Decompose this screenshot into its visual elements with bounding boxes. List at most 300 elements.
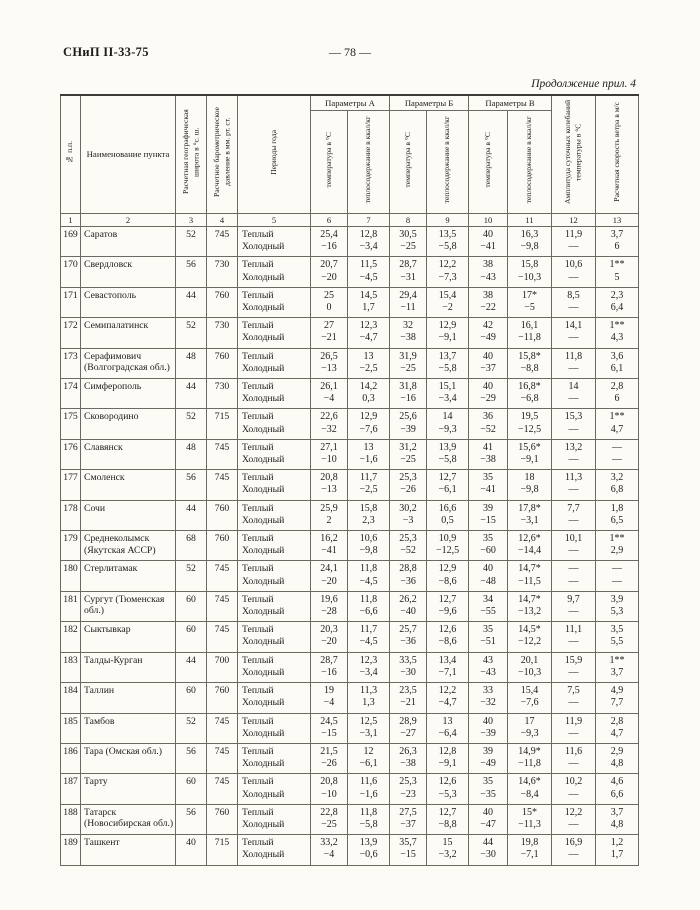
city-name: Симферополь: [81, 379, 176, 409]
period-warm-label: Теплый: [242, 320, 274, 332]
city-name: Семипалатинск: [81, 318, 176, 348]
cold-value: −55: [480, 606, 496, 618]
warm-value: 31,2: [399, 441, 417, 453]
cold-value: −5,8: [438, 362, 457, 374]
value-cell: [469, 743, 508, 773]
value-cell: [427, 439, 469, 469]
warm-value: 15,8: [359, 502, 378, 514]
cold-value: −9,1: [438, 758, 457, 770]
value-cell: [508, 257, 552, 287]
value-cell: [469, 713, 508, 743]
row-number: 179: [61, 531, 81, 561]
pressure-value: 730: [207, 379, 238, 409]
cold-value: −11,8: [518, 758, 541, 770]
cold-value: −7,6: [359, 423, 378, 435]
value-cell: [508, 470, 552, 500]
cold-value: 2,3: [362, 514, 375, 526]
cold-value: −41: [480, 484, 496, 496]
warm-value: 35: [483, 533, 494, 545]
table-row: [61, 531, 639, 561]
latitude-value: 56: [176, 257, 207, 287]
continuation-note: Продолжение прил. 4: [531, 78, 636, 90]
table-row: [61, 713, 639, 743]
col-number: 3: [176, 214, 207, 227]
value-cell: [469, 531, 508, 561]
value-cell: [348, 257, 390, 287]
value-cell: [596, 531, 639, 561]
warm-value: —: [568, 563, 579, 575]
warm-value: 2,9: [610, 745, 624, 757]
warm-value: 25,4: [320, 229, 338, 240]
table-row: [61, 287, 639, 317]
value-cell: [390, 804, 427, 834]
value-cell: [390, 743, 427, 773]
period-warm-label: Теплый: [242, 837, 274, 849]
warm-value: 11,7: [359, 472, 378, 484]
value-cell: [508, 379, 552, 409]
table-row: [61, 227, 639, 257]
col-group-b: Параметры Б: [390, 95, 469, 111]
warm-value: 40: [483, 350, 494, 362]
warm-value: 16,3: [520, 229, 539, 240]
value-cell: [508, 287, 552, 317]
warm-value: 3,6: [610, 350, 624, 362]
value-cell: [552, 743, 596, 773]
warm-value: 10,9: [438, 533, 457, 545]
warm-value: 12,5: [359, 715, 378, 727]
warm-value: 20,8: [320, 776, 338, 788]
warm-value: 43: [483, 654, 494, 666]
cold-value: −4,5: [359, 271, 378, 283]
warm-value: 26,1: [320, 381, 338, 393]
value-cell: [427, 591, 469, 621]
value-cell: [469, 409, 508, 439]
pressure-value: 745: [207, 713, 238, 743]
cold-value: −41: [480, 241, 496, 253]
col-group-v: Параметры В: [469, 95, 552, 111]
cold-value: −3,4: [359, 666, 378, 678]
value-cell: [427, 470, 469, 500]
row-number: 185: [61, 713, 81, 743]
value-cell: [390, 774, 427, 804]
period-warm-label: Теплый: [242, 806, 274, 818]
value-cell: [469, 470, 508, 500]
cold-value: −3,4: [438, 393, 457, 405]
table-row: [61, 591, 639, 621]
cold-value: −36: [400, 636, 416, 648]
latitude-value: 60: [176, 683, 207, 713]
warm-value: 14,7*: [518, 563, 541, 575]
value-cell: [596, 622, 639, 652]
cold-value: −3,4: [359, 241, 378, 253]
warm-value: 26,5: [320, 350, 338, 362]
cold-value: −13: [321, 484, 337, 496]
col-header-pressure: Расчетное барометрическое давление в мм. рт. ст.: [207, 95, 238, 214]
warm-value: 12,9: [359, 411, 378, 423]
value-cell: [596, 743, 639, 773]
cold-value: 0: [326, 302, 332, 314]
value-cell: [390, 561, 427, 591]
col-number: 11: [508, 214, 552, 227]
warm-value: 14,5*: [518, 624, 541, 636]
cold-value: 4,8: [610, 818, 624, 830]
warm-value: 40: [483, 806, 494, 818]
period-cold-label: Холодный: [242, 575, 285, 587]
warm-value: 19,8: [520, 837, 539, 849]
period-cold-label: Холодный: [242, 545, 285, 557]
warm-value: 3,5: [610, 624, 624, 636]
value-cell: [552, 409, 596, 439]
warm-value: 16,1: [520, 320, 539, 332]
latitude-value: 52: [176, 713, 207, 743]
cold-value: −11,5: [518, 575, 541, 587]
warm-value: 12,3: [359, 320, 378, 332]
value-cell: [390, 652, 427, 682]
value-cell: [348, 227, 390, 257]
value-cell: [427, 318, 469, 348]
cold-value: −39: [400, 423, 416, 435]
latitude-value: 48: [176, 348, 207, 378]
value-cell: [390, 835, 427, 865]
period-cold-label: Холодный: [242, 484, 285, 496]
cold-value: −32: [480, 697, 496, 709]
col-header-period: Периоды года: [238, 95, 311, 214]
warm-value: 1,2: [610, 837, 624, 849]
value-cell: [596, 804, 639, 834]
value-cell: [508, 652, 552, 682]
value-cell: [427, 743, 469, 773]
warm-value: 15,8*: [518, 350, 541, 362]
latitude-value: 44: [176, 287, 207, 317]
periods-cell: [238, 713, 311, 743]
value-cell: [348, 348, 390, 378]
warm-value: 11,6: [359, 776, 378, 788]
pressure-value: 745: [207, 227, 238, 257]
cold-value: −39: [480, 727, 496, 739]
cold-value: 6,4: [610, 302, 624, 314]
warm-value: 30,5: [399, 229, 417, 240]
city-name: Сковородино: [81, 409, 176, 439]
value-cell: [390, 227, 427, 257]
cold-value: 2: [326, 514, 332, 526]
cold-value: 6: [614, 241, 620, 253]
col-number: 2: [81, 214, 176, 227]
warm-value: 7,7: [567, 502, 580, 514]
cold-value: −38: [400, 758, 416, 770]
cold-value: 7,7: [610, 697, 624, 709]
warm-value: 4,6: [610, 776, 624, 788]
latitude-value: 52: [176, 318, 207, 348]
value-cell: [552, 713, 596, 743]
col-number: 10: [469, 214, 508, 227]
pressure-value: 745: [207, 743, 238, 773]
warm-value: 27,5: [399, 806, 417, 818]
warm-value: 10,6: [359, 533, 378, 545]
col-header-name: Наименование пункта: [81, 95, 176, 214]
cold-value: −21: [400, 697, 416, 709]
cold-value: —: [568, 575, 579, 587]
cold-value: —: [568, 484, 579, 496]
table-row: [61, 470, 639, 500]
warm-value: —: [612, 441, 623, 453]
periods-cell: [238, 409, 311, 439]
period-cold-label: Холодный: [242, 423, 285, 435]
warm-value: 26,3: [399, 745, 417, 757]
page-number: — 78 —: [329, 45, 371, 59]
cold-value: −31: [400, 271, 416, 283]
value-cell: [596, 652, 639, 682]
period-cold-label: Холодный: [242, 393, 285, 405]
cold-value: −10: [321, 788, 337, 800]
warm-value: 25,9: [320, 502, 338, 514]
header-group-row: [61, 95, 639, 111]
warm-value: 12,6: [438, 624, 457, 636]
cold-value: −4,7: [438, 697, 457, 709]
value-cell: [390, 379, 427, 409]
warm-value: 28,8: [399, 563, 417, 575]
warm-value: —: [612, 563, 623, 575]
value-cell: [552, 835, 596, 865]
cold-value: 6,5: [610, 514, 624, 526]
value-cell: [469, 804, 508, 834]
warm-value: 40: [483, 563, 494, 575]
warm-value: 16,9: [564, 837, 583, 849]
cold-value: −11,8: [518, 332, 541, 344]
cold-value: −5,8: [359, 818, 378, 830]
value-cell: [390, 409, 427, 439]
value-cell: [427, 531, 469, 561]
warm-value: 42: [483, 320, 494, 332]
latitude-value: 52: [176, 561, 207, 591]
table-row: [61, 318, 639, 348]
cold-value: —: [612, 454, 623, 466]
warm-value: 19,6: [320, 593, 338, 605]
latitude-value: 60: [176, 774, 207, 804]
warm-value: 22,8: [320, 806, 338, 818]
col-header-temp-b: температура в °С: [390, 111, 427, 214]
value-cell: [311, 318, 348, 348]
latitude-value: 56: [176, 804, 207, 834]
value-cell: [311, 713, 348, 743]
warm-value: 18: [524, 472, 535, 484]
warm-value: 25: [324, 289, 334, 301]
warm-value: 11,9: [564, 229, 583, 240]
periods-cell: [238, 287, 311, 317]
col-header-wind: Расчетная скорость ветра в м/с: [596, 95, 639, 214]
value-cell: [508, 804, 552, 834]
cold-value: −9,3: [438, 423, 457, 435]
pressure-value: 715: [207, 835, 238, 865]
warm-value: 28,9: [399, 715, 417, 727]
period-cold-label: Холодный: [242, 727, 285, 739]
value-cell: [427, 804, 469, 834]
pressure-value: 760: [207, 804, 238, 834]
value-cell: [427, 835, 469, 865]
period-cold-label: Холодный: [242, 271, 285, 283]
value-cell: [552, 561, 596, 591]
latitude-value: 44: [176, 379, 207, 409]
periods-cell: [238, 470, 311, 500]
value-cell: [552, 257, 596, 287]
cold-value: −60: [480, 545, 496, 557]
cold-value: −5: [524, 302, 535, 314]
pressure-value: 700: [207, 652, 238, 682]
warm-value: 8,5: [567, 289, 580, 301]
cold-value: −52: [480, 423, 496, 435]
value-cell: [508, 591, 552, 621]
value-cell: [469, 500, 508, 530]
warm-value: 25,3: [399, 472, 417, 484]
value-cell: [348, 804, 390, 834]
value-cell: [390, 683, 427, 713]
city-name: Татарск (Новосибирская обл.): [81, 804, 176, 834]
value-cell: [508, 622, 552, 652]
warm-value: 14,9*: [518, 745, 541, 757]
cold-value: −14,4: [517, 545, 542, 557]
warm-value: 22,6: [320, 411, 338, 423]
cold-value: −47: [480, 818, 496, 830]
value-cell: [427, 652, 469, 682]
cold-value: 5,3: [610, 606, 624, 618]
city-name: Талды-Курган: [81, 652, 176, 682]
warm-value: 12,7: [438, 472, 457, 484]
value-cell: [348, 591, 390, 621]
warm-value: 12,2: [438, 685, 457, 697]
period-cold-label: Холодный: [242, 241, 285, 253]
periods-cell: [238, 227, 311, 257]
cold-value: −21: [321, 332, 337, 344]
warm-value: 27: [324, 320, 334, 332]
period-warm-label: Теплый: [242, 654, 274, 666]
cold-value: 6,8: [610, 484, 624, 496]
warm-value: 15: [442, 837, 453, 849]
cold-value: −41: [321, 545, 337, 557]
cold-value: 0,3: [362, 393, 375, 405]
value-cell: [469, 561, 508, 591]
warm-value: 20,8: [320, 472, 338, 484]
period-cold-label: Холодный: [242, 332, 285, 344]
periods-cell: [238, 318, 311, 348]
value-cell: [596, 287, 639, 317]
cold-value: −5,3: [438, 788, 457, 800]
warm-value: 1**: [609, 320, 625, 332]
value-cell: [427, 561, 469, 591]
warm-value: 1**: [609, 259, 625, 271]
warm-value: 11,5: [359, 259, 378, 271]
cold-value: −20: [321, 271, 337, 283]
value-cell: [508, 713, 552, 743]
cold-value: 2,9: [610, 545, 624, 557]
cold-value: 1,3: [362, 697, 375, 709]
warm-value: 26,2: [399, 593, 417, 605]
cold-value: −49: [480, 758, 496, 770]
cold-value: −4: [323, 393, 335, 405]
periods-cell: [238, 683, 311, 713]
warm-value: 13,4: [438, 654, 457, 666]
warm-value: 12,8: [359, 229, 378, 240]
col-header-amplitude: Амплитуда суточных колебаний температуры в °С: [552, 95, 596, 214]
pressure-value: 760: [207, 348, 238, 378]
value-cell: [311, 287, 348, 317]
value-cell: [469, 591, 508, 621]
value-cell: [596, 227, 639, 257]
warm-value: 15*: [522, 806, 538, 818]
city-name: Свердловск: [81, 257, 176, 287]
value-cell: [469, 287, 508, 317]
row-number: 186: [61, 743, 81, 773]
cold-value: −49: [480, 332, 496, 344]
warm-value: 12,6: [438, 776, 457, 788]
warm-value: 11,3: [359, 685, 378, 697]
value-cell: [552, 287, 596, 317]
warm-value: 12: [363, 745, 374, 757]
row-number: 170: [61, 257, 81, 287]
warm-value: 12,9: [438, 563, 457, 575]
latitude-value: 44: [176, 500, 207, 530]
period-warm-label: Теплый: [242, 289, 274, 301]
latitude-value: 56: [176, 470, 207, 500]
cold-value: −3: [402, 514, 414, 526]
cold-value: −20: [321, 575, 337, 587]
warm-value: 38: [483, 259, 494, 271]
value-cell: [596, 835, 639, 865]
latitude-value: 48: [176, 439, 207, 469]
warm-value: 33,5: [399, 654, 417, 666]
value-cell: [348, 318, 390, 348]
cold-value: −4: [323, 849, 335, 861]
value-cell: [469, 835, 508, 865]
warm-value: 40: [483, 229, 494, 240]
warm-value: 3,7: [610, 806, 624, 818]
row-number: 183: [61, 652, 81, 682]
col-number: 8: [390, 214, 427, 227]
warm-value: 25,3: [399, 533, 417, 545]
city-name: Сургут (Тюменская обл.): [81, 591, 176, 621]
period-warm-label: Теплый: [242, 563, 274, 575]
col-number: 13: [596, 214, 639, 227]
cold-value: —: [568, 818, 579, 830]
value-cell: [348, 531, 390, 561]
warm-value: 31,9: [399, 350, 417, 362]
pressure-value: 760: [207, 683, 238, 713]
period-warm-label: Теплый: [242, 624, 274, 636]
value-cell: [427, 622, 469, 652]
city-name: Сочи: [81, 500, 176, 530]
warm-value: 39: [483, 502, 494, 514]
warm-value: 17*: [522, 289, 538, 301]
warm-value: 20,3: [320, 624, 338, 636]
city-name: Таллин: [81, 683, 176, 713]
table-row: [61, 622, 639, 652]
warm-value: 2,8: [610, 715, 624, 727]
col-number: 5: [238, 214, 311, 227]
cold-value: −13: [321, 362, 337, 374]
col-group-a: Параметры А: [311, 95, 390, 111]
col-header-temp-v: температура в °С: [469, 111, 508, 214]
value-cell: [427, 774, 469, 804]
cold-value: −2,5: [359, 362, 378, 374]
period-cold-label: Холодный: [242, 758, 285, 770]
value-cell: [427, 409, 469, 439]
warm-value: 13: [442, 715, 453, 727]
cold-value: −51: [480, 636, 496, 648]
warm-value: 12,9: [438, 320, 457, 332]
cold-value: 6: [614, 393, 620, 405]
warm-value: 15,6*: [518, 441, 541, 453]
warm-value: 12,7: [438, 593, 457, 605]
periods-cell: [238, 257, 311, 287]
periods-cell: [238, 835, 311, 865]
